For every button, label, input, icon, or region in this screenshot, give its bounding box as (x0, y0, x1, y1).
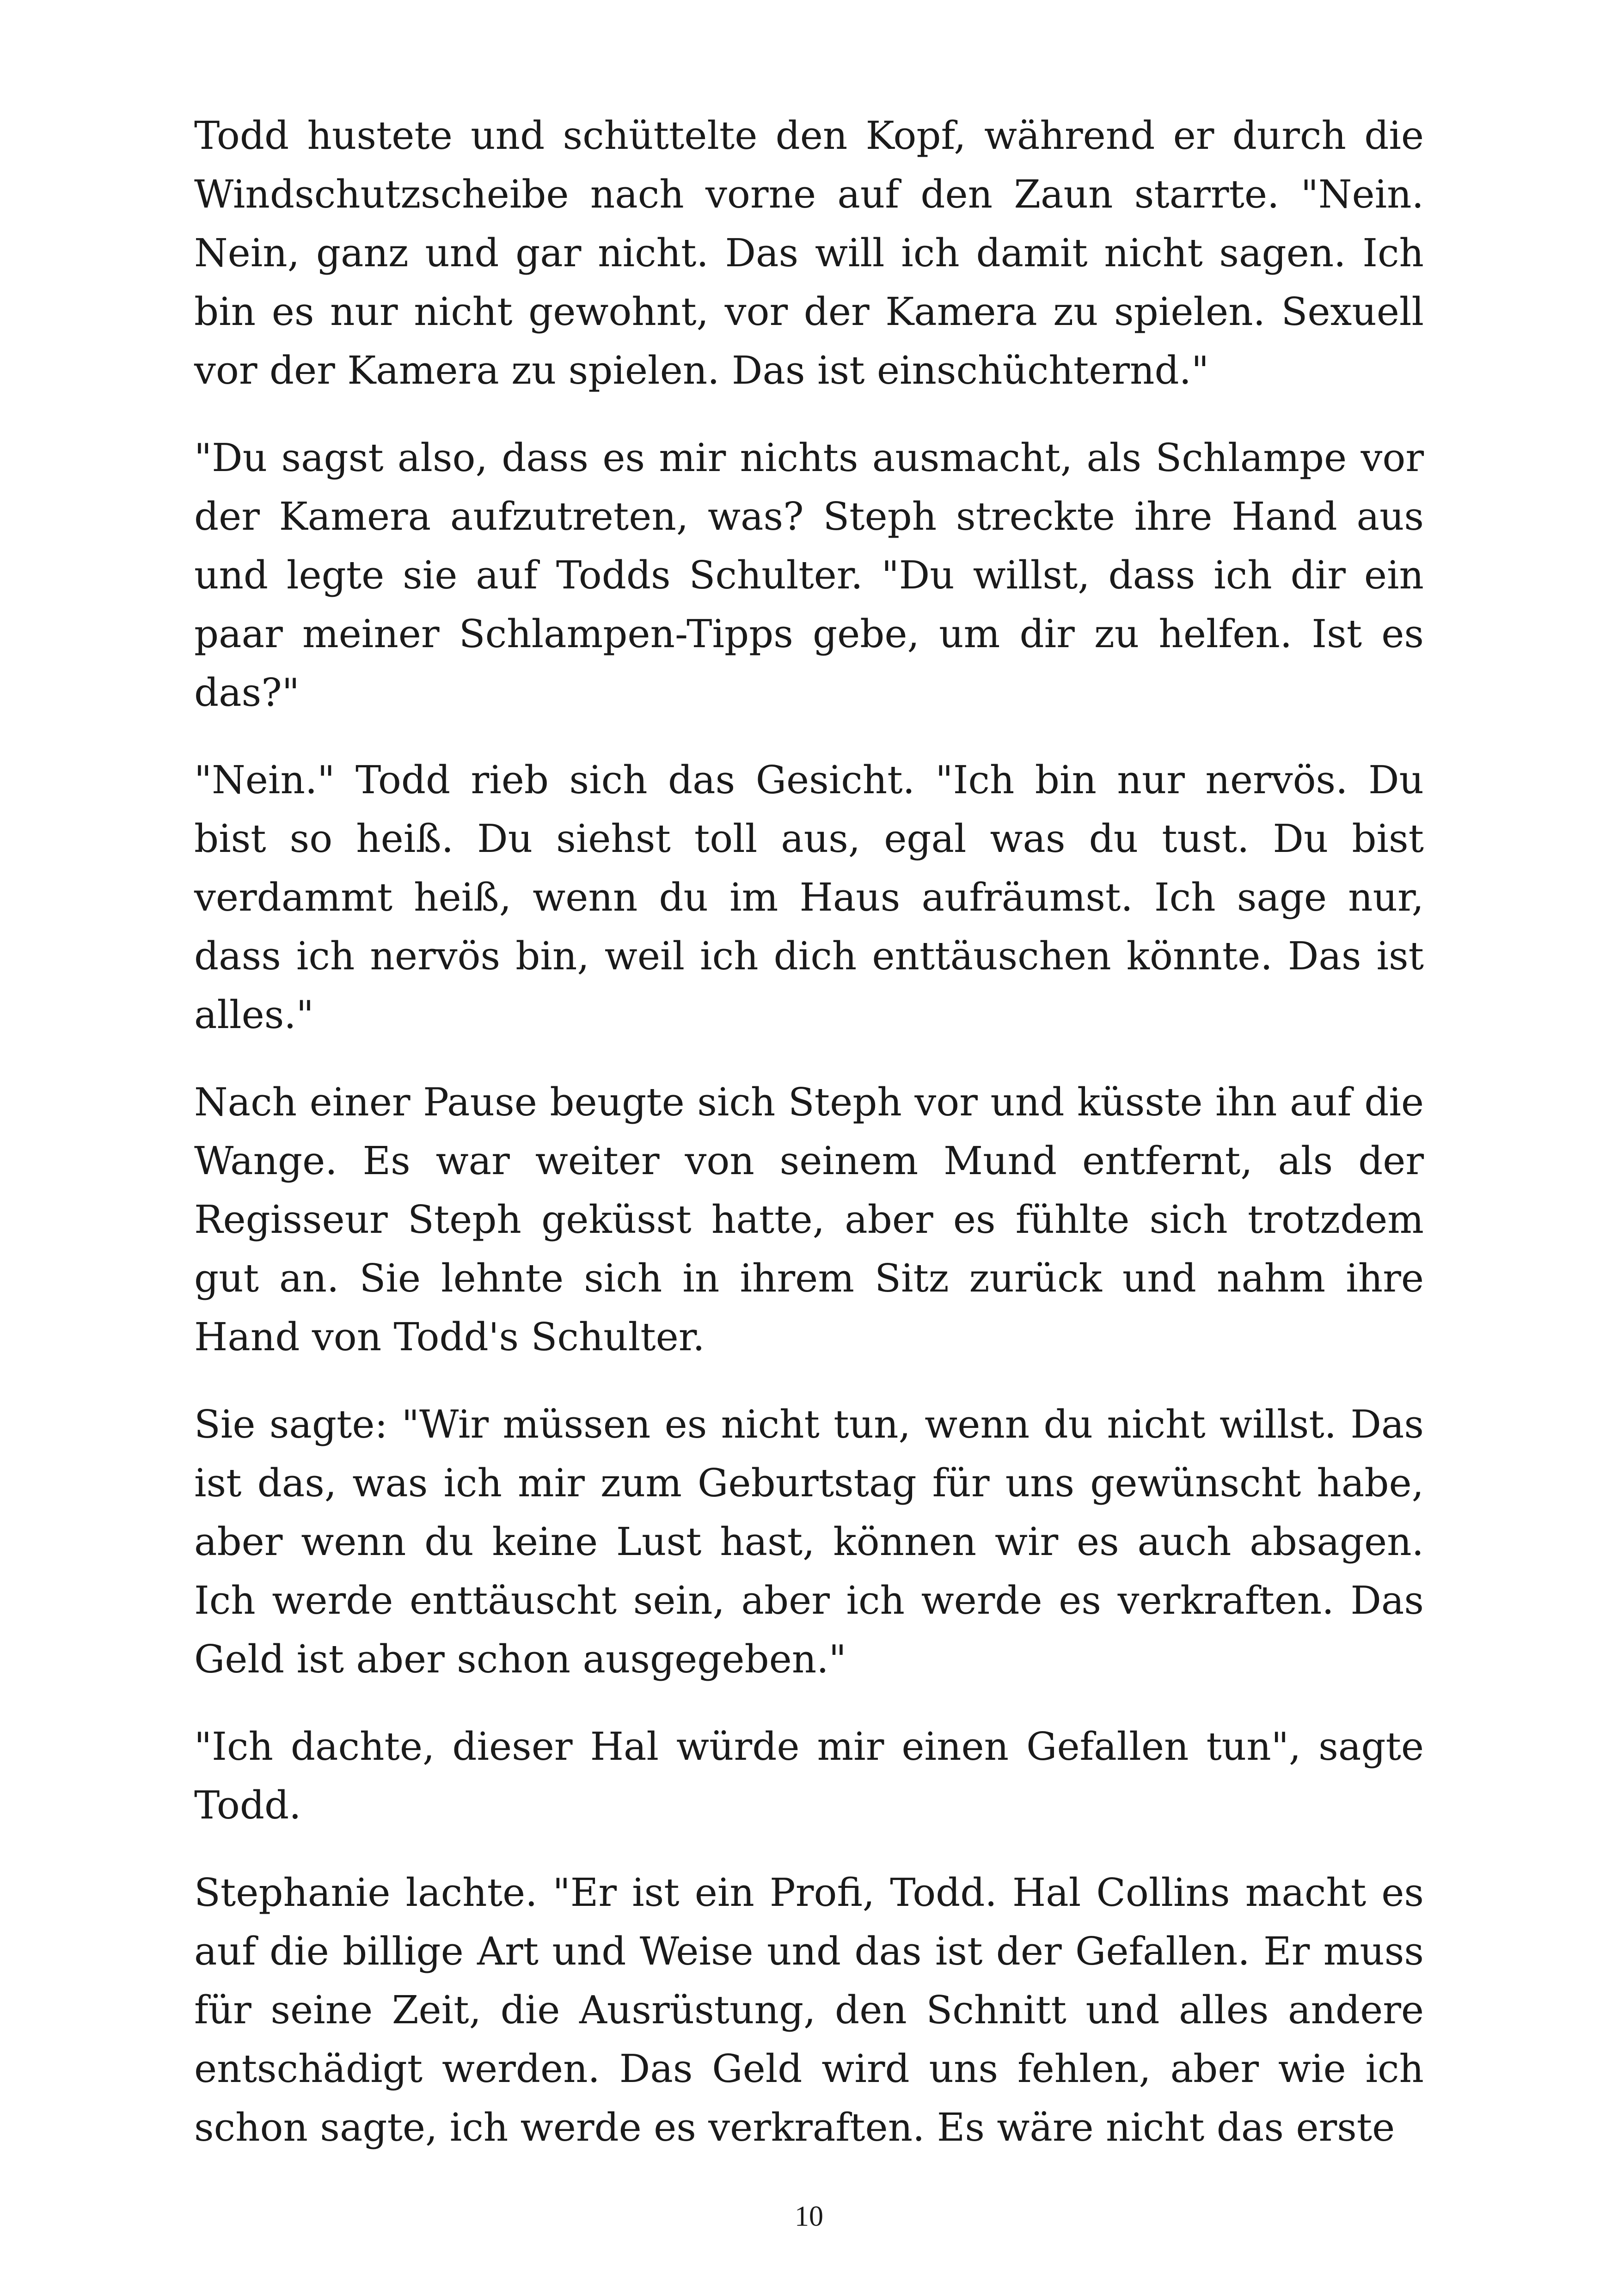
paragraph-5: Sie sagte: "Wir müssen es nicht tun, wenn du nicht willst. Das ist das, was ich mir zum Geburtstag für uns gewünscht habe, aber wenn du keine Lust hast, können wir es auch absagen. Ich werde enttäuscht sein, aber ich werde es verkraften. Das Geld ist aber schon ausgegeben." (194, 1402, 1424, 1682)
paragraph-3: "Nein." Todd rieb sich das Gesicht. "Ich bin nur nervös. Du bist so heiß. Du siehst toll aus, egal was du tust. Du bist verdammt heiß, wenn du im Haus aufräumst. Ich sage nur, dass ich nervös bin, weil ich dich enttäuschen könnte. Das ist alles." (194, 758, 1424, 1037)
paragraph-2: "Du sagst also, dass es mir nichts ausmacht, als Schlampe vor der Kamera aufzutreten, was? Steph streckte ihre Hand aus und legte sie auf Todds Schulter. "Du willst, dass ich dir ein paar meiner Schlampen-Tipps gebe, um dir zu helfen. Ist es das?" (194, 435, 1424, 715)
paragraph-4: Nach einer Pause beugte sich Steph vor und küsste ihn auf die Wange. Es war weiter von seinem Mund entfernt, als der Regisseur Steph geküsst hatte, aber es fühlte sich trotzdem gut an. Sie lehnte sich in ihrem Sitz zurück und nahm ihre Hand von Todd's Schulter. (194, 1080, 1424, 1359)
body-text (194, 106, 1424, 2157)
page-number: 10 (795, 2201, 823, 2232)
paragraph-7: Stephanie lachte. "Er ist ein Profi, Todd. Hal Collins macht es auf die billige Art und Weise und das ist der Gefallen. Er muss für seine Zeit, die Ausrüstung, den Schnitt und alles andere entschädigt werden. Das Geld wird uns fehlen, aber wie ich schon sagte, ich werde es verkraften. Es wäre nicht das erste (194, 1870, 1424, 2150)
paragraph-6: "Ich dachte, dieser Hal würde mir einen Gefallen tun", sagte Todd. (194, 1724, 1424, 1828)
paragraph-1: Todd hustete und schüttelte den Kopf, während er durch die Windschutzscheibe nach vorne auf den Zaun starrte. "Nein. Nein, ganz und gar nicht. Das will ich damit nicht sagen. Ich bin es nur nicht gewohnt, vor der Kamera zu spielen. Sexuell vor der Kamera zu spielen. Das ist einschüchternd." (194, 113, 1424, 393)
